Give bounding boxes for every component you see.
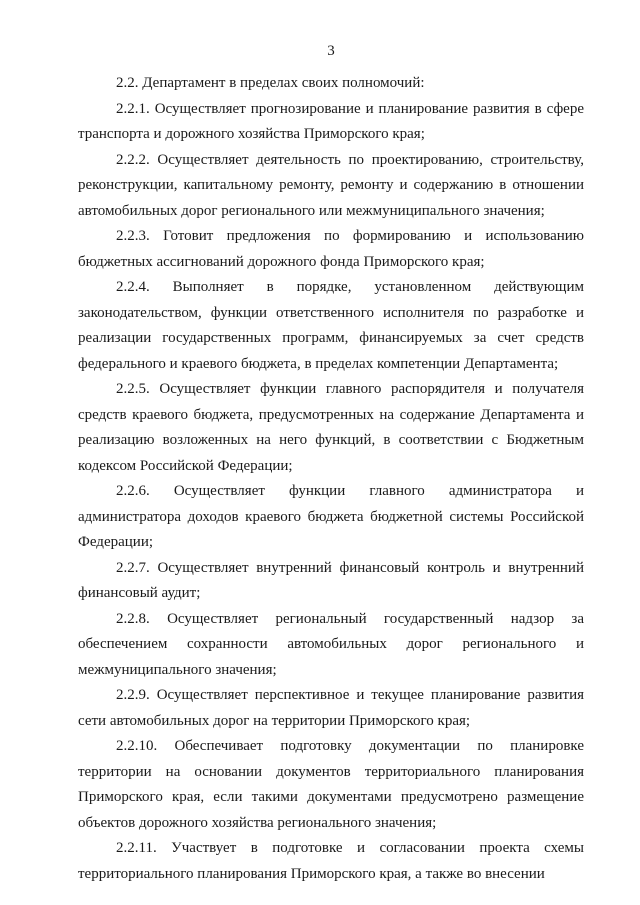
paragraph-2-2-7: 2.2.7. Осуществляет внутренний финансовый контроль и внутренний финансовый аудит; [78,559,584,601]
paragraph-2-2-8: 2.2.8. Осуществляет региональный государственный надзор за обеспечением сохранности автомобильных дорог регионального и межмуниципального значения; [78,610,584,678]
paragraph-2-2-3: 2.2.3. Готовит предложения по формированию и использованию бюджетных ассигнований дорожного фонда Приморского края; [78,228,584,270]
paragraph-2-2-4: 2.2.4. Выполняет в порядке, установленном действующим законодательством, функции ответственного исполнителя по разработке и реализации государственных программ, финансируемых за счет средств федерального и краевого бюджета, в пределах компетенции Департамента; [78,279,584,372]
document-body [78,71,584,887]
paragraph-2-2-9: 2.2.9. Осуществляет перспективное и текущее планирование развития сети автомобильных дорог на территории Приморского края; [78,687,584,729]
paragraph-2-2-1: 2.2.1. Осуществляет прогнозирование и планирование развития в сфере транспорта и дорожного хозяйства Приморского края; [78,100,584,142]
paragraph-2-2-10: 2.2.10. Обеспечивает подготовку документации по планировке территории на основании документов территориального планирования Приморского края, если такими документами предусмотрено размещение объектов дорожного хозяйства регионального значения; [78,738,584,831]
paragraph-2-2-5: 2.2.5. Осуществляет функции главного распорядителя и получателя средств краевого бюджета, предусмотренных на содержание Департамента и реализацию возложенных на него функций, в соответствии с Бюджетным кодексом Российской Федерации; [78,381,584,474]
paragraph-2-2-6: 2.2.6. Осуществляет функции главного администратора и администратора доходов краевого бюджета бюджетной системы Российской Федерации; [78,483,584,550]
paragraph-2-2-11: 2.2.11. Участвует в подготовке и согласовании проекта схемы территориального планирования Приморского края, а также во внесении [78,840,584,882]
paragraph-2-2: 2.2. Департамент в пределах своих полномочий: [116,75,425,91]
page-number: 3 [327,43,335,59]
paragraph-2-2-2: 2.2.2. Осуществляет деятельность по проектированию, строительству, реконструкции, капитальному ремонту, ремонту и содержанию в отношении автомобильных дорог регионального или межмуниципального значения; [78,151,584,219]
